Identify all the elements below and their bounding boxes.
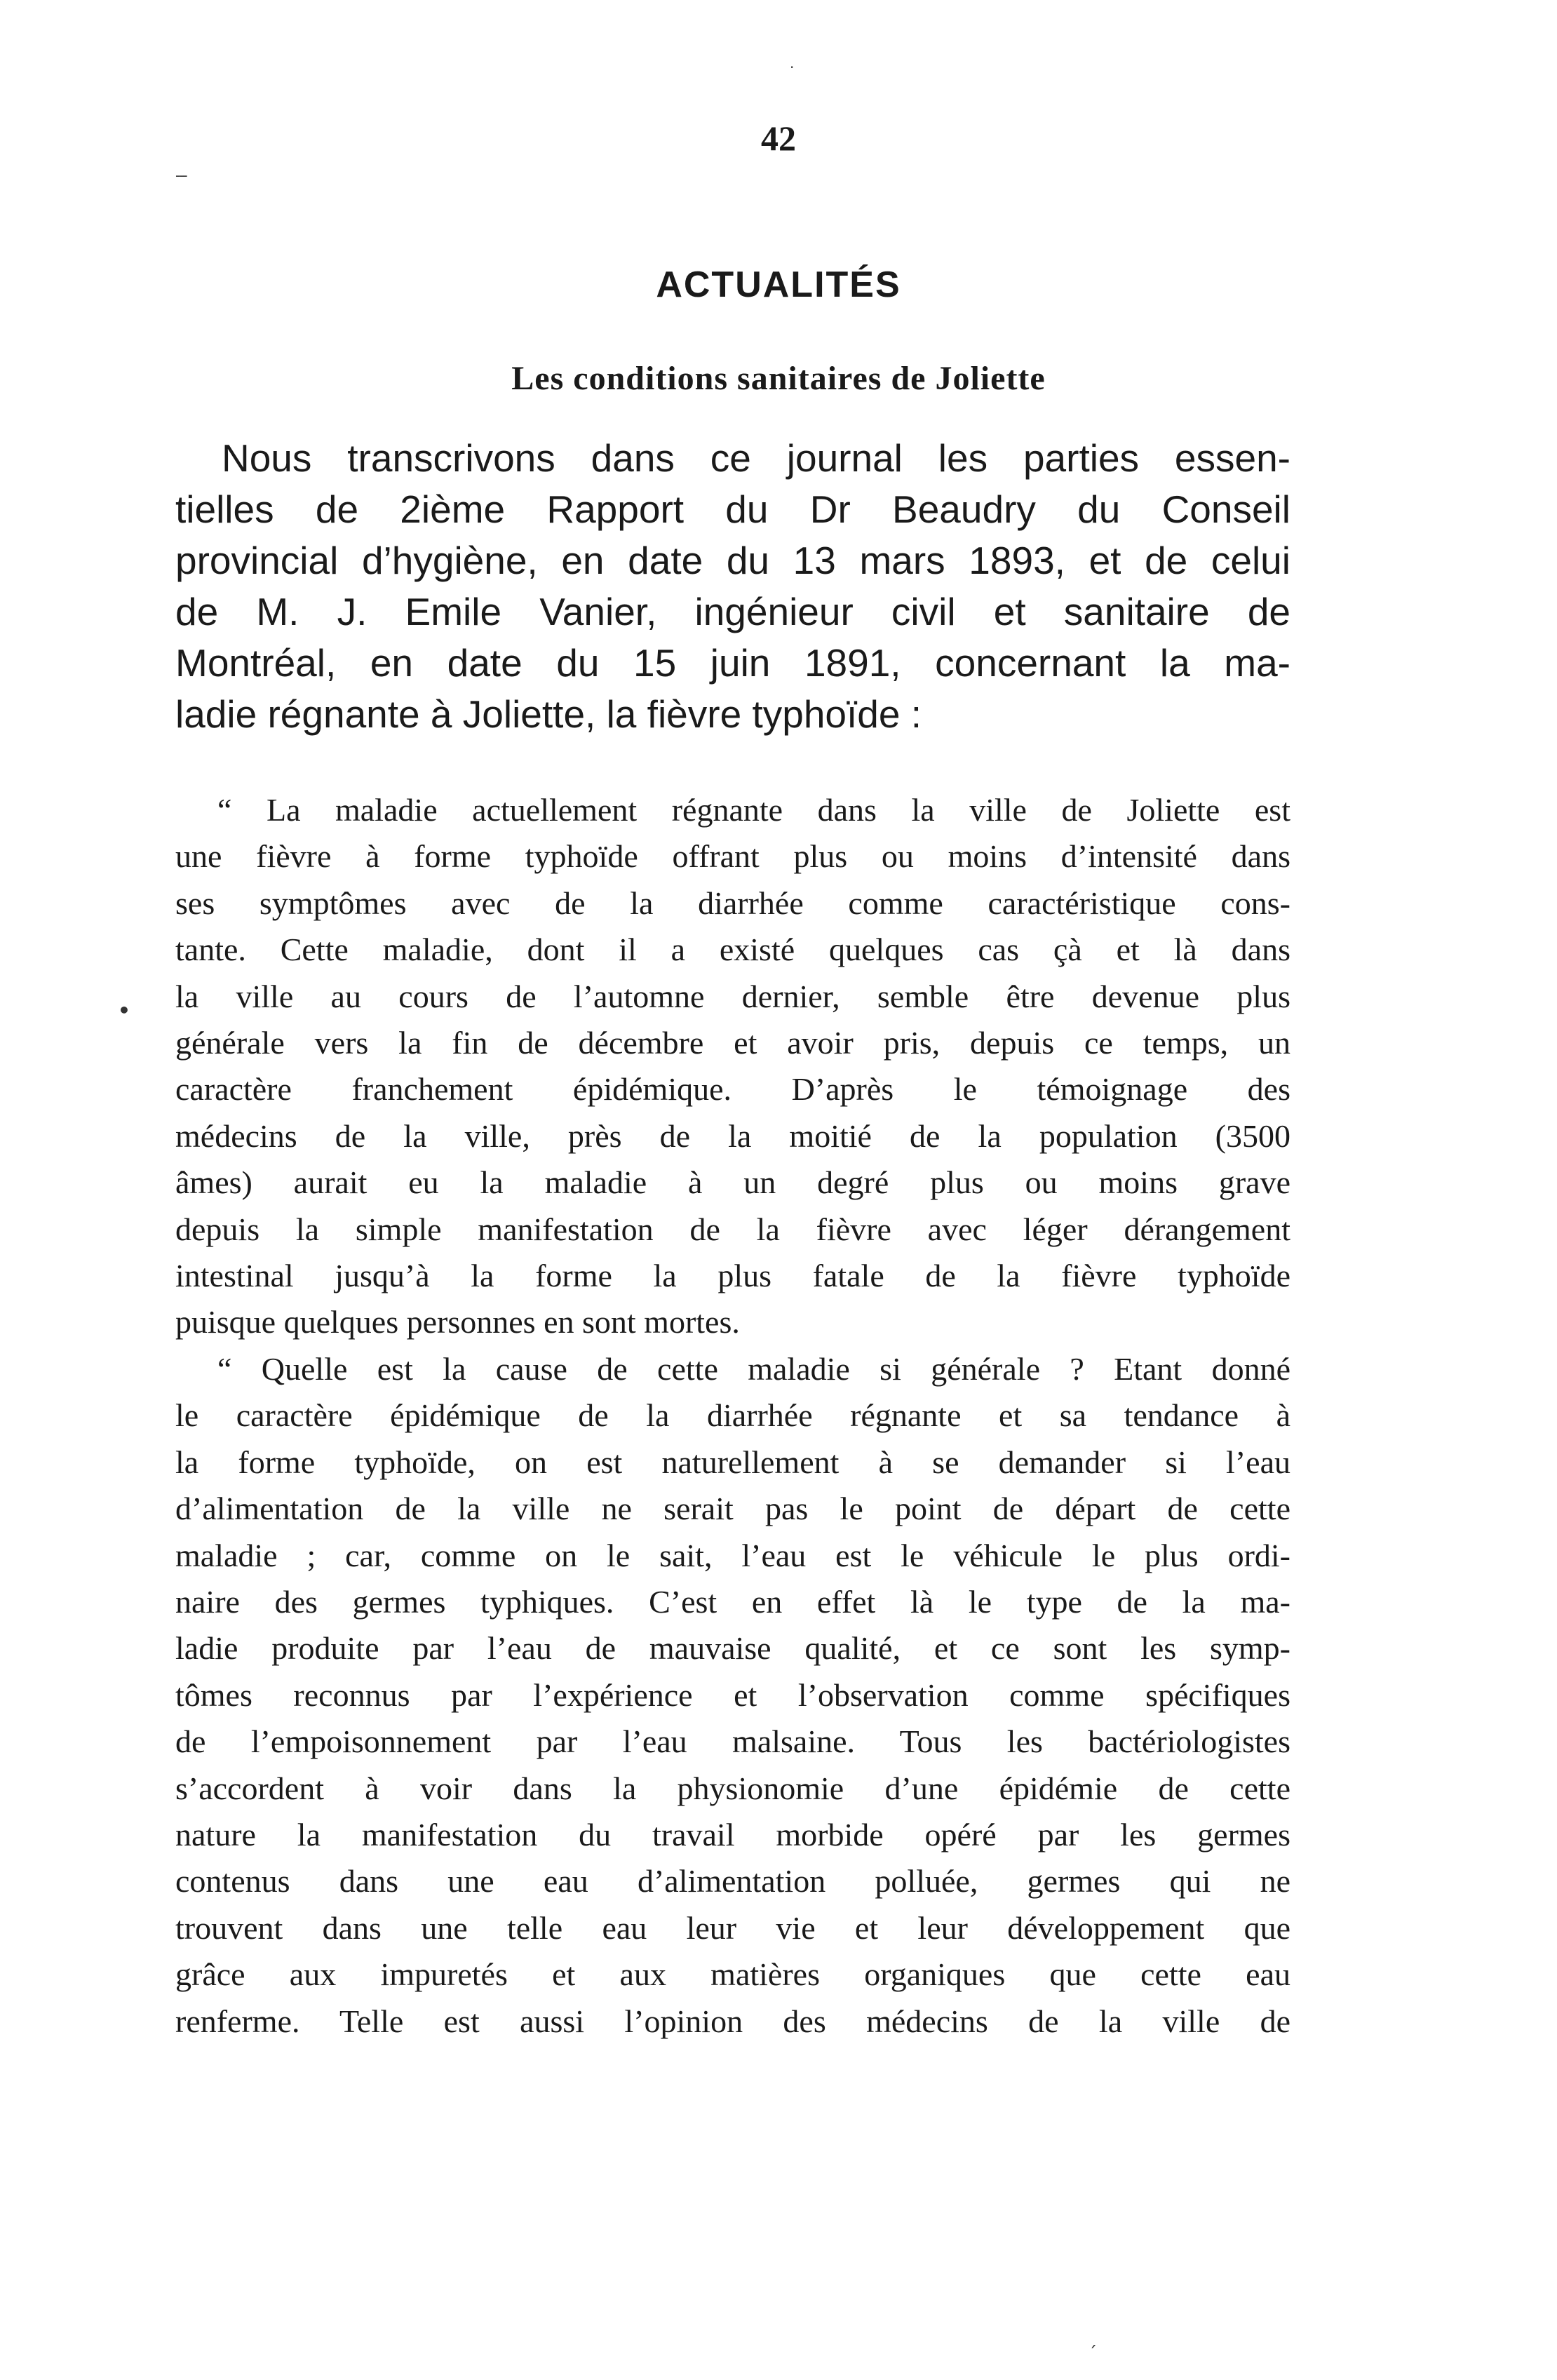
text-line: la ville au cours de l’automne dernier, semble être devenue plus [175, 978, 1290, 1014]
text-line: maladie ; car, comme on le sait, l’eau est le véhicule le plus ordi- [175, 1537, 1290, 1573]
text-line: “ Quelle est la cause de cette maladie si générale ? Etant donné [217, 1350, 1290, 1387]
text-line: naire des germes typhiques. C’est en effet là le type de la ma- [175, 1583, 1290, 1620]
text-line: tômes reconnus par l’expérience et l’observation comme spécifiques [175, 1676, 1290, 1713]
text-line: ladie produite par l’eau de mauvaise qualité, et ce sont les symp- [175, 1630, 1290, 1667]
text-line: de M. J. Emile Vanier, ingénieur civil et sanitaire de [175, 590, 1290, 633]
scan-speck: ˏ [1088, 2329, 1097, 2348]
text-line: ses symptômes avec de la diarrhée comme caractéristique cons- [175, 885, 1290, 921]
quoted-report [175, 787, 1290, 2045]
text-line: Nous transcrivons dans ce journal les parties essen- [222, 436, 1290, 480]
text-line: d’alimentation de la ville ne serait pas le point de départ de cette [175, 1491, 1290, 1527]
text-line: ladie régnante à Joliette, la fièvre typhoïde : [175, 692, 922, 736]
text-line: générale vers la fin de décembre et avoir pris, depuis ce temps, un [175, 1025, 1290, 1061]
text-line: caractère franchement épidémique. D’après le témoignage des [175, 1071, 1290, 1108]
text-line: de l’empoisonnement par l’eau malsaine. Tous les bactériologistes [175, 1723, 1290, 1760]
text-line: depuis la simple manifestation de la fièvre avec léger dérangement [175, 1211, 1290, 1247]
text-line: une fièvre à forme typhoïde offrant plus ou moins d’intensité dans [175, 838, 1290, 875]
article-title: Les conditions sanitaires de Joliette [511, 360, 1046, 397]
text-line: provincial d’hygiène, en date du 13 mars 1893, et de celui [175, 539, 1290, 582]
text-line: puisque quelques personnes en sont mortes. [175, 1304, 740, 1340]
section-title: ACTUALITÉS [656, 264, 901, 305]
text-line: s’accordent à voir dans la physionomie d’une épidémie de cette [175, 1770, 1290, 1806]
text-line: Montréal, en date du 15 juin 1891, concernant la ma- [175, 641, 1290, 685]
text-line: tielles de 2ième Rapport du Dr Beaudry du Conseil [175, 488, 1290, 531]
scan-dash-mark: -‑- [175, 167, 187, 184]
page-number: 42 [761, 119, 796, 158]
text-line: renferme. Telle est aussi l’opinion des médecins de la ville de [175, 2003, 1290, 2039]
text-line: contenus dans une eau d’alimentation polluée, germes qui ne [175, 1863, 1290, 1900]
text-line: âmes) aurait eu la maladie à un degré plus ou moins grave [175, 1164, 1290, 1201]
text-line: intestinal jusqu’à la forme la plus fatale de la fièvre typhoïde [175, 1258, 1290, 1294]
text-line: la forme typhoïde, on est naturellement à se demander si l’eau [175, 1444, 1290, 1480]
text-line: nature la manifestation du travail morbide opéré par les germes [175, 1816, 1290, 1853]
scan-speck: · [790, 59, 795, 76]
text-line: trouvent dans une telle eau leur vie et leur développement que [175, 1909, 1290, 1946]
text-line: “ La maladie actuellement régnante dans la ville de Joliette est [217, 792, 1290, 828]
text-line: le caractère épidémique de la diarrhée régnante et sa tendance à [175, 1397, 1290, 1434]
text-line: grâce aux impuretés et aux matières organiques que cette eau [175, 1956, 1290, 1993]
intro-paragraph [175, 433, 1290, 740]
text-line: tante. Cette maladie, dont il a existé quelques cas çà et là dans [175, 932, 1290, 968]
margin-mark: • [118, 999, 130, 1022]
text-line: médecins de la ville, près de la moitié de la population (3500 [175, 1117, 1290, 1154]
